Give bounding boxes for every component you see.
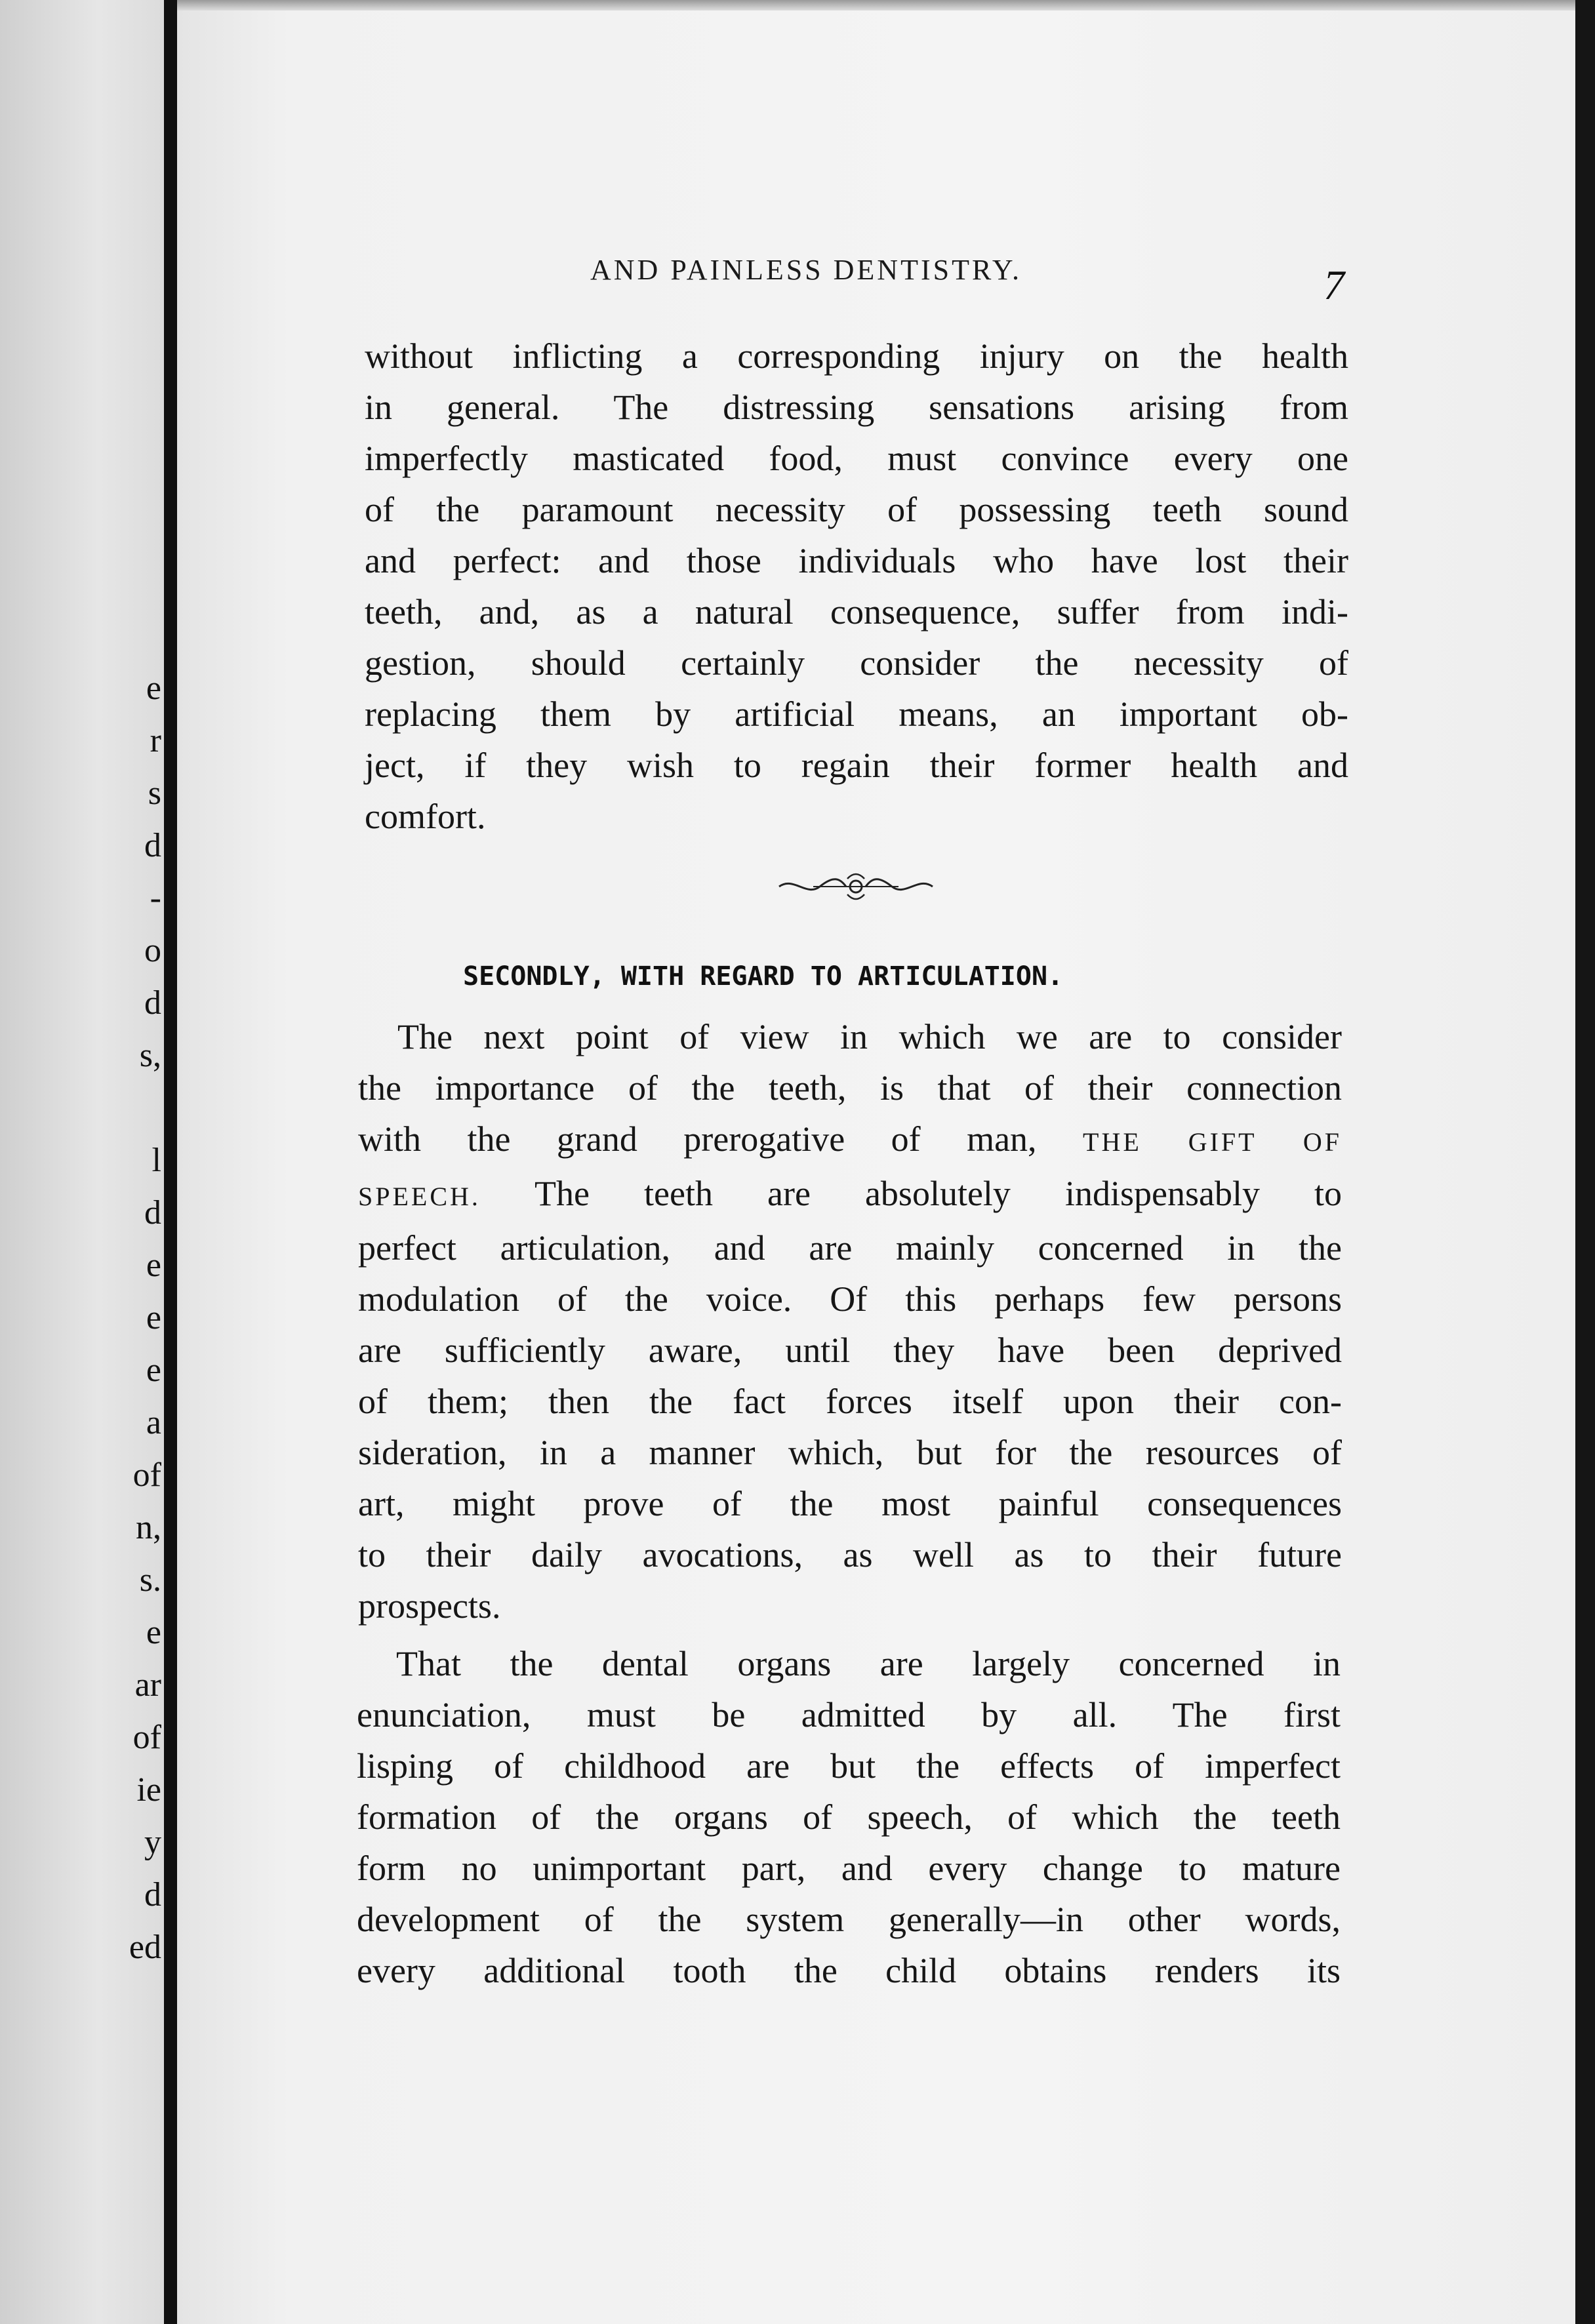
fragment: o xyxy=(144,932,161,969)
text-line: of the paramount necessity of possessing teeth sound xyxy=(365,490,1348,529)
text-line: form no unimportant part, and every change to mature xyxy=(357,1849,1341,1888)
text-line: to their daily avocations, as well as to their future xyxy=(358,1535,1342,1574)
text-line: art, might prove of the most painful consequences xyxy=(358,1484,1342,1523)
text-line: prospects. xyxy=(358,1586,501,1626)
text-segment: with the grand prerogative of man, xyxy=(358,1119,1037,1159)
text-line: teeth, and, as a natural consequence, suffer from indi- xyxy=(365,592,1348,631)
page-top-edge xyxy=(177,0,1575,10)
running-head: AND PAINLESS DENTISTRY. xyxy=(590,254,1022,286)
fragment: n, xyxy=(136,1509,161,1546)
text-line: are sufficiently aware, until they have been deprived xyxy=(358,1331,1342,1370)
text-line xyxy=(358,1168,1342,1222)
fragment: - xyxy=(150,879,161,917)
text-line: gestion, should certainly consider the necessity of xyxy=(365,643,1348,683)
paragraph-1 xyxy=(365,331,1348,842)
fragment: r xyxy=(150,722,161,759)
text-line: lisping of childhood are but the effects of imperfect xyxy=(357,1746,1341,1786)
text-segment: The teeth are absolutely indispensably to xyxy=(535,1174,1342,1213)
fragment: e xyxy=(146,1247,161,1284)
fragment: y xyxy=(144,1824,161,1861)
fragment: e xyxy=(146,1299,161,1336)
section-heading: SECONDLY, WITH REGARD TO ARTICULATION. xyxy=(463,961,1064,992)
text-line: and perfect: and those individuals who have lost their xyxy=(365,541,1348,580)
text-line: imperfectly masticated food, must convince every one xyxy=(365,439,1348,478)
text-line: modulation of the voice. Of this perhaps few persons xyxy=(358,1279,1342,1319)
fragment: s, xyxy=(139,1037,161,1074)
text-line: The next point of view in which we are to consider xyxy=(397,1017,1342,1056)
paragraph-3 xyxy=(357,1638,1341,1996)
fragment: d xyxy=(144,827,161,864)
fragment: of xyxy=(132,1719,161,1756)
text-line: ject, if they wish to regain their former health and xyxy=(365,746,1348,785)
text-line: without inflicting a corresponding injury on the health xyxy=(365,336,1348,376)
fragment: d xyxy=(144,1194,161,1232)
fragment: d xyxy=(144,1876,161,1913)
text-line: perfect articulation, and are mainly concerned in the xyxy=(358,1228,1342,1268)
small-caps-phrase: THE GIFT OF xyxy=(1083,1127,1342,1157)
text-line: sideration, in a manner which, but for the resources of xyxy=(358,1433,1342,1472)
text-line: replacing them by artificial means, an important ob- xyxy=(365,694,1348,734)
fragment: e xyxy=(146,1352,161,1389)
facing-page-fragments xyxy=(122,0,161,2324)
text-line: every additional tooth the child obtains renders its xyxy=(357,1951,1341,1990)
text-line: comfort. xyxy=(365,797,486,836)
fragment: l xyxy=(151,1142,161,1179)
fragment: e xyxy=(146,1614,161,1651)
fragment: e xyxy=(146,670,161,707)
fragment: d xyxy=(144,984,161,1022)
small-caps-phrase: SPEECH. xyxy=(358,1182,481,1211)
text-line: formation of the organs of speech, of which the teeth xyxy=(357,1797,1341,1837)
text-line: That the dental organs are largely concerned in xyxy=(396,1644,1341,1683)
fragment: s xyxy=(148,774,161,812)
book-gutter xyxy=(164,0,177,2324)
text-line: development of the system generally—in other words, xyxy=(357,1900,1341,1939)
fragment: ar xyxy=(134,1666,161,1704)
ornamental-divider xyxy=(774,870,938,904)
text-line: in general. The distressing sensations arising from xyxy=(365,388,1348,427)
facing-page xyxy=(0,0,164,2324)
text-line: the importance of the teeth, is that of their connection xyxy=(358,1068,1342,1108)
text-line xyxy=(358,1113,1342,1168)
text-line: of them; then the fact forces itself upon their con- xyxy=(358,1382,1342,1421)
fragment: s. xyxy=(139,1561,161,1599)
paragraph-2 xyxy=(358,1011,1342,1632)
fragment: ed xyxy=(129,1929,161,1966)
page-number: 7 xyxy=(1323,262,1344,308)
fragment: ie xyxy=(136,1771,161,1809)
page-right-edge xyxy=(1575,0,1595,2324)
fragment: of xyxy=(132,1456,161,1494)
fragment: a xyxy=(146,1404,161,1441)
text-line: enunciation, must be admitted by all. The first xyxy=(357,1695,1341,1734)
